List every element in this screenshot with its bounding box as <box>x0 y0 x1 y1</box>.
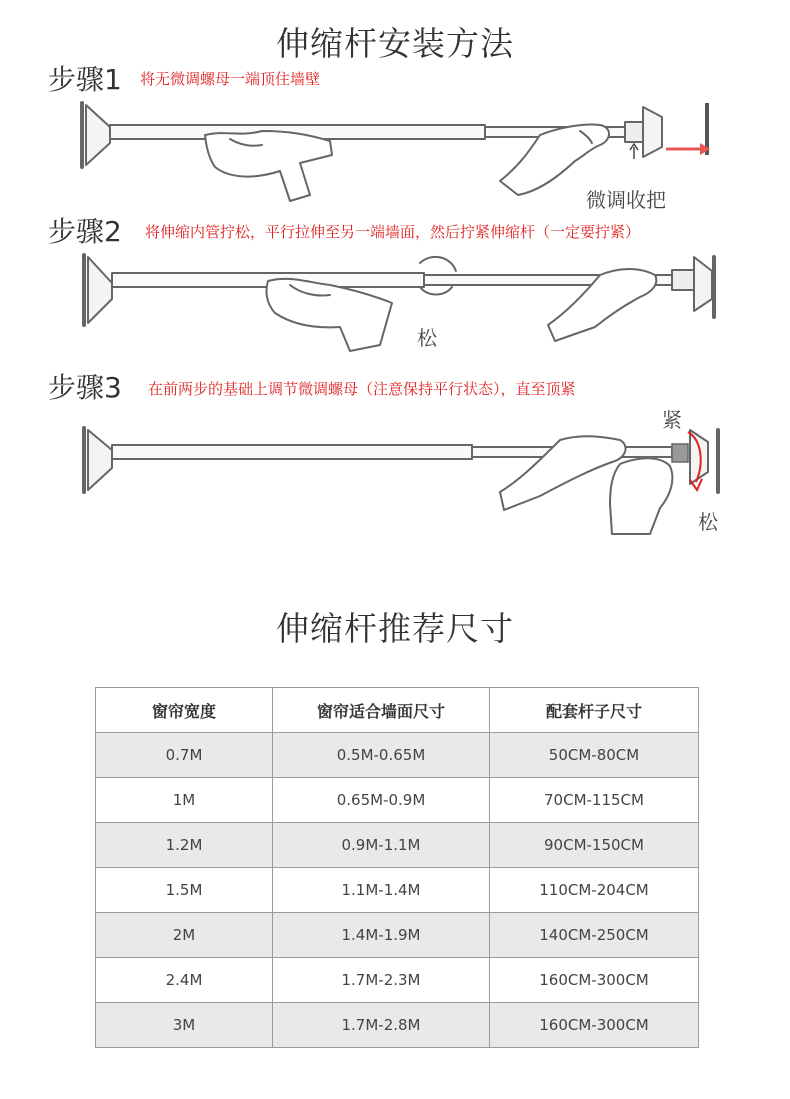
cell-wall-size: 1.7M-2.8M <box>273 1003 490 1048</box>
cell-curtain-width: 2.4M <box>96 958 273 1003</box>
cell-curtain-width: 2M <box>96 913 273 958</box>
size-title: 伸缩杆推荐尺寸 <box>276 609 514 648</box>
step-2-description: 将伸缩内管拧松，平行拉伸至另一端墙面，然后拧紧伸缩杆（一定要拧紧） <box>145 223 641 241</box>
cell-curtain-width: 3M <box>96 1003 273 1048</box>
table-row <box>96 1003 699 1048</box>
table-row <box>96 958 699 1003</box>
table-row <box>96 733 699 778</box>
step-2-illustration <box>0 245 790 360</box>
cell-wall-size: 1.1M-1.4M <box>273 868 490 913</box>
table-row <box>96 913 699 958</box>
step-3-label: 步骤3 <box>48 371 122 404</box>
step-1-label: 步骤1 <box>48 63 122 96</box>
loosen-annotation: 松 <box>417 326 437 350</box>
cell-rod-size: 160CM-300CM <box>490 1003 699 1048</box>
fine-tune-annotation: 微调收把 <box>586 188 666 212</box>
cell-wall-size: 0.5M-0.65M <box>273 733 490 778</box>
cell-rod-size: 140CM-250CM <box>490 913 699 958</box>
cell-wall-size: 0.65M-0.9M <box>273 778 490 823</box>
cell-rod-size: 160CM-300CM <box>490 958 699 1003</box>
header-curtain-width: 窗帘宽度 <box>96 688 273 733</box>
size-table <box>95 687 699 1048</box>
table-row <box>96 823 699 868</box>
cell-rod-size: 90CM-150CM <box>490 823 699 868</box>
header-rod-size: 配套杆子尺寸 <box>490 688 699 733</box>
table-row <box>96 778 699 823</box>
cell-wall-size: 1.7M-2.3M <box>273 958 490 1003</box>
header-wall-size: 窗帘适合墙面尺寸 <box>273 688 490 733</box>
table-header-row <box>96 688 699 733</box>
cell-rod-size: 50CM-80CM <box>490 733 699 778</box>
table-row <box>96 868 699 913</box>
cell-rod-size: 70CM-115CM <box>490 778 699 823</box>
cell-wall-size: 1.4M-1.9M <box>273 913 490 958</box>
step-1-illustration <box>0 95 790 205</box>
cell-rod-size: 110CM-204CM <box>490 868 699 913</box>
cell-curtain-width: 1.2M <box>96 823 273 868</box>
install-title: 伸缩杆安装方法 <box>276 24 514 63</box>
cell-wall-size: 0.9M-1.1M <box>273 823 490 868</box>
step-2-label: 步骤2 <box>48 215 122 248</box>
cell-curtain-width: 1M <box>96 778 273 823</box>
tighten-annotation: 紧 <box>662 408 682 432</box>
step-1-description: 将无微调螺母一端顶住墙壁 <box>140 70 321 88</box>
loosen-annotation-2: 松 <box>698 510 718 534</box>
cell-curtain-width: 0.7M <box>96 733 273 778</box>
step-3-description: 在前两步的基础上调节微调螺母（注意保持平行状态），直至顶紧 <box>148 380 576 398</box>
cell-curtain-width: 1.5M <box>96 868 273 913</box>
